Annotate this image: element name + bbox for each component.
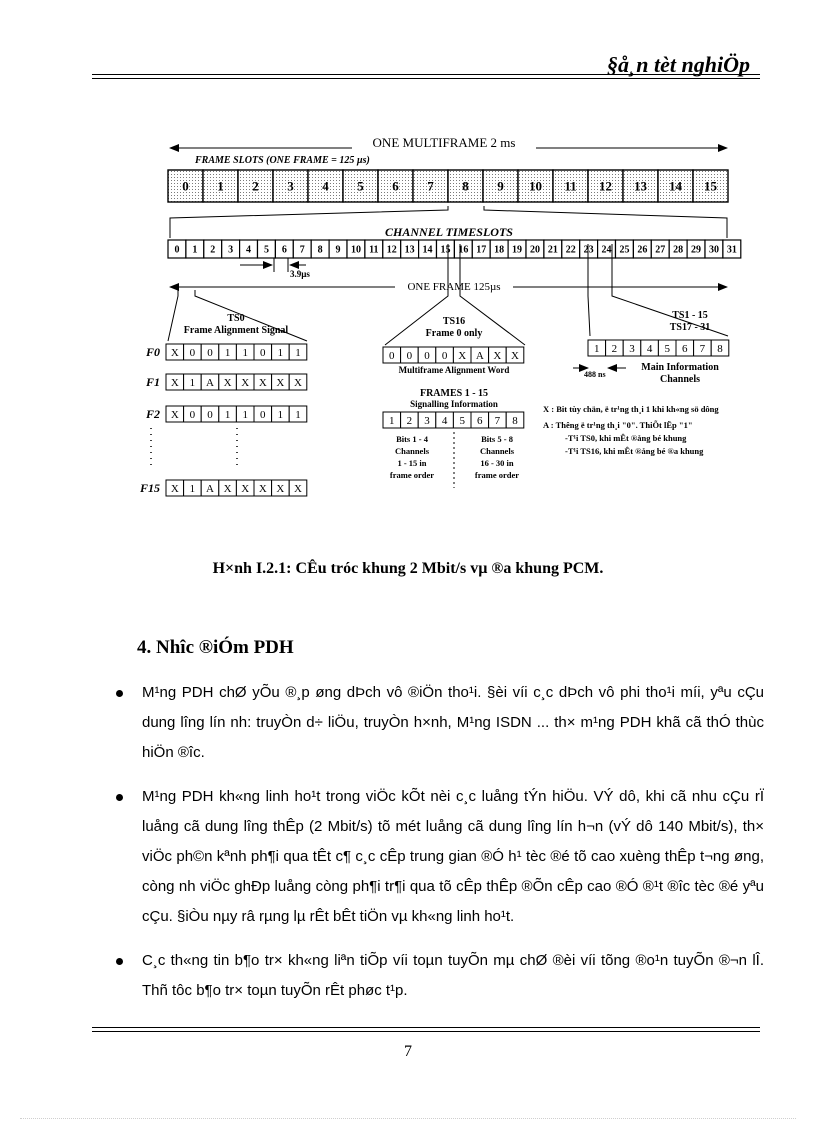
svg-text:6: 6 (682, 342, 688, 355)
frame-row-label: F0 (145, 345, 160, 359)
ts0-bit-cell (272, 480, 290, 496)
svg-text:0: 0 (207, 346, 213, 359)
svg-text:X: X (294, 376, 302, 389)
svg-text:4: 4 (246, 244, 252, 256)
ts16-bit-cell (489, 347, 507, 363)
note-x: X : Bit tùy chän, ë tr¹ng th¸i 1 khi kh«ng sö dông (543, 404, 719, 414)
timeslot-cell (437, 240, 455, 258)
svg-text:10: 10 (350, 244, 361, 256)
svg-text:X: X (223, 376, 232, 389)
signalling-bit-cell (383, 412, 401, 428)
note-line: Bits 1 - 4 (396, 434, 428, 444)
frame-slot-cell (378, 170, 413, 202)
note-a: A : Thêng ë tr¹ng th¸i "0". ThiÕt lËp "1" (543, 420, 693, 430)
timeslot-cell (669, 240, 687, 258)
ts1-title: TS1 - 15 (672, 310, 708, 321)
ts0-bit-cell (166, 374, 184, 390)
timeslot-cell (454, 240, 472, 258)
ts0-bit-cell (254, 480, 272, 496)
svg-text:15: 15 (440, 244, 451, 256)
svg-text:8: 8 (717, 342, 723, 355)
drawback-list (116, 678, 764, 1020)
svg-text:4: 4 (322, 178, 329, 194)
bullet-icon (116, 958, 123, 965)
slot-duration-label: 3.9µs (290, 269, 310, 279)
timeslot-cell (633, 240, 651, 258)
figure-caption: H×nh I.2.1: CÊu tróc khung 2 Mbit/s vµ ®a khung PCM. (212, 560, 604, 577)
frame-slot-cell (413, 170, 448, 202)
timeslot-cell (705, 240, 723, 258)
svg-text:29: 29 (691, 244, 702, 256)
signalling-bit-cell (489, 412, 507, 428)
timeslot-cell (472, 240, 490, 258)
frame-slot-cell (658, 170, 693, 202)
svg-text:A: A (206, 482, 214, 495)
signalling-bit-cell (436, 412, 454, 428)
svg-text:27: 27 (655, 244, 666, 256)
ts0-bit-cell (236, 480, 254, 496)
frame-slots-row (168, 170, 728, 202)
svg-text:A: A (206, 376, 214, 389)
ts0-bit-cell (254, 374, 272, 390)
ts16-subtitle: Frame 0 only (425, 328, 483, 339)
list-item (116, 678, 764, 768)
svg-text:X: X (170, 482, 179, 495)
ts1-bit-cell (641, 340, 659, 356)
list-item-text: M¹ng PDH kh«ng linh ho¹t trong viÖc kÕt nèi c¸c luång tÝn hiÖu. VÝ dô, khi cã nhu cÇu rÏ luång cã dung lîng thÊp (2 Mbit/s) tõ mét luång cã dung lîng lín h¬n (vÝ dô 140 Mbit/s), th× viÖc ph©n kªnh ph¶i qua tÊt c¶ c¸c cÊp trung gian ®Ó h¹ tèc ®é tõ cao xuèng thÊp t¬ng øng, còng nh viÖc ghÐp luång còng ph¶i tr¶i qua tõ cÊp thÊp ®Õn cÊp cao ®Ó ®¹t ®îc tèc ®é yªu cÇu. §iÒu nµy râ rµng lµ rÊt bÊt tiÖn vµ kh«ng linh ho¹t. (142, 788, 764, 925)
ts16-left-note (390, 434, 434, 480)
svg-text:X: X (241, 376, 250, 389)
timeslot-cell (186, 240, 204, 258)
svg-text:14: 14 (422, 244, 433, 256)
svg-text:X: X (511, 349, 519, 362)
ts0-bit-cell (201, 480, 219, 496)
svg-text:4: 4 (646, 342, 653, 355)
frame-slot-cell (448, 170, 483, 202)
svg-text:1: 1 (189, 482, 196, 495)
ts1-bit-cell (588, 340, 606, 356)
bullet-icon (116, 794, 123, 801)
timeslot-cell (526, 240, 544, 258)
ts0-bit-cell (272, 374, 290, 390)
svg-text:0: 0 (424, 349, 430, 362)
svg-text:0: 0 (406, 349, 413, 362)
pcm-frame-structure-figure (0, 0, 816, 520)
timeslot-cell (419, 240, 437, 258)
svg-text:13: 13 (404, 244, 415, 256)
frame-slot-cell (483, 170, 518, 202)
ts16-bit-cell (383, 347, 401, 363)
timeslot-cell (687, 240, 705, 258)
svg-text:4: 4 (441, 414, 448, 427)
svg-text:5: 5 (357, 178, 364, 194)
frame-slot-cell (588, 170, 623, 202)
ts0-bit-cell (184, 406, 202, 422)
note-line: Bits 5 - 8 (481, 434, 513, 444)
svg-text:X: X (170, 376, 179, 389)
document-header-title: §å¸n tèt nghiÖp (606, 52, 750, 77)
figure-canvas (0, 0, 816, 520)
svg-text:13: 13 (634, 178, 647, 194)
svg-text:1: 1 (295, 408, 301, 421)
svg-text:7: 7 (494, 414, 501, 427)
page-number: 7 (404, 1043, 412, 1060)
svg-text:0: 0 (174, 244, 180, 256)
list-item (116, 946, 764, 1006)
frame-slot-cell (168, 170, 203, 202)
timeslot-cell (240, 240, 258, 258)
svg-text:2: 2 (406, 414, 413, 427)
ts0-bit-cell (184, 344, 202, 360)
ts1-bit-cell (623, 340, 641, 356)
svg-text:26: 26 (637, 244, 648, 256)
page-edge (20, 1118, 796, 1119)
svg-text:6: 6 (281, 244, 287, 256)
timeslot-cell (347, 240, 365, 258)
multiframe-label: ONE MULTIFRAME 2 ms (372, 135, 516, 150)
svg-text:3: 3 (228, 244, 234, 256)
ts0-title: TS0 (227, 313, 245, 324)
note-line: frame order (389, 470, 435, 480)
svg-text:21: 21 (547, 244, 558, 256)
ts16-bit-cell (506, 347, 524, 363)
svg-text:8: 8 (317, 244, 323, 256)
ts0-bit-cell (166, 344, 184, 360)
frame-slot-cell (273, 170, 308, 202)
timeslot-cell (275, 240, 293, 258)
ts0-bit-cell (201, 344, 219, 360)
ts16-bit-cell (436, 347, 454, 363)
timeslot-cell (383, 240, 401, 258)
svg-text:1: 1 (389, 414, 395, 427)
svg-text:8: 8 (512, 414, 518, 427)
svg-text:A: A (475, 349, 484, 362)
timeslot-cell (168, 240, 186, 258)
svg-text:8: 8 (462, 178, 469, 194)
timeslot-cell (723, 240, 741, 258)
ts1-bit-cell (676, 340, 694, 356)
ts0-bit-cell (219, 406, 237, 422)
ts0-bit-cell (254, 344, 272, 360)
svg-text:0: 0 (260, 346, 266, 359)
svg-text:2: 2 (611, 342, 618, 355)
frame-slot-cell (623, 170, 658, 202)
ts0-bit-cell (272, 406, 290, 422)
signalling-bit-cell (418, 412, 436, 428)
frame-slots-label: FRAME SLOTS (ONE FRAME = 125 µs) (195, 155, 370, 166)
note-a-ts16: -T¹i TS16, khi mÊt ®ång bé ®a khung (565, 446, 704, 456)
timeslot-cell (258, 240, 276, 258)
signalling-bit-cell (471, 412, 489, 428)
ts16-alignment-bits (383, 347, 524, 363)
signalling-bit-cell (401, 412, 419, 428)
ts16-frames-label: FRAMES 1 - 15 (419, 388, 489, 399)
bit-duration-label: 488 ns (584, 370, 606, 379)
svg-text:6: 6 (392, 178, 399, 194)
svg-text:16: 16 (458, 244, 469, 256)
list-item (116, 782, 764, 932)
ts0-bit-cell (219, 480, 237, 496)
svg-text:5: 5 (664, 342, 670, 355)
ts0-bit-cell (289, 374, 307, 390)
ts0-bit-cell (236, 344, 254, 360)
ts0-bit-cell (166, 480, 184, 496)
svg-text:X: X (170, 408, 179, 421)
section-heading: 4. Nhîc ®iÓm PDH (137, 637, 294, 658)
timeslot-cell (508, 240, 526, 258)
svg-text:1: 1 (217, 178, 224, 194)
svg-text:7: 7 (699, 342, 706, 355)
svg-text:9: 9 (335, 244, 341, 256)
svg-text:1: 1 (594, 342, 600, 355)
ts0-bit-cell (184, 480, 202, 496)
svg-text:X: X (276, 376, 285, 389)
ts1-bit-cell (711, 340, 729, 356)
note-line: Channels (394, 446, 430, 456)
frame-slot-cell (308, 170, 343, 202)
signalling-bit-cell (453, 412, 471, 428)
svg-text:0: 0 (189, 408, 196, 421)
note-line: Channels (479, 446, 515, 456)
svg-text:0: 0 (207, 408, 213, 421)
svg-text:1: 1 (277, 346, 284, 359)
ts0-bit-cell (254, 406, 272, 422)
ts0-bit-cell (201, 406, 219, 422)
svg-text:2: 2 (210, 244, 216, 256)
ts0-bit-cell (201, 374, 219, 390)
frame-row-label: F15 (139, 481, 160, 495)
ts0-bit-cell (289, 480, 307, 496)
ts16-signalling-label: Signalling Information (410, 399, 498, 409)
svg-text:0: 0 (182, 178, 189, 194)
ts16-bit-cell (401, 347, 419, 363)
svg-text:11: 11 (369, 244, 379, 256)
timeslot-cell (580, 240, 598, 258)
svg-text:1: 1 (295, 346, 301, 359)
svg-text:23: 23 (583, 244, 594, 256)
ts16-signalling-bits (383, 412, 524, 428)
frame-row-label: F2 (145, 407, 160, 421)
frame-expansion-right (484, 206, 727, 238)
svg-text:1: 1 (189, 376, 196, 389)
frame-slot-cell (203, 170, 238, 202)
ts16-bit-cell (418, 347, 436, 363)
timeslot-cell (651, 240, 669, 258)
svg-text:19: 19 (512, 244, 523, 256)
svg-text:22: 22 (565, 244, 576, 256)
timeslot-cell (401, 240, 419, 258)
frame-slot-cell (693, 170, 728, 202)
ts0-bit-cell (272, 344, 290, 360)
svg-text:X: X (294, 482, 302, 495)
ts16-bit-cell (453, 347, 471, 363)
svg-text:3: 3 (287, 178, 294, 194)
svg-text:0: 0 (189, 346, 196, 359)
ts0-bit-cell (166, 406, 184, 422)
svg-text:X: X (276, 482, 285, 495)
svg-text:X: X (258, 376, 267, 389)
ts0-frame-rows (139, 344, 307, 496)
svg-text:X: X (241, 482, 250, 495)
svg-text:24: 24 (601, 244, 612, 256)
svg-text:31: 31 (726, 244, 737, 256)
main-information-label: Main Information (641, 362, 719, 373)
svg-text:X: X (258, 482, 267, 495)
ts16-word-label: Multiframe Alignment Word (398, 365, 510, 375)
frame-slot-cell (518, 170, 553, 202)
svg-text:0: 0 (441, 349, 448, 362)
ts0-bit-cell (184, 374, 202, 390)
one-frame-label: ONE FRAME 125µs (407, 281, 501, 293)
ts0-subtitle: Frame Alignment Signal (183, 325, 289, 336)
svg-text:X: X (170, 346, 179, 359)
ts0-bit-cell (289, 406, 307, 422)
svg-text:20: 20 (529, 244, 540, 256)
timeslot-cell (222, 240, 240, 258)
list-item-text: M¹ng PDH chØ yÕu ®¸p øng dÞch vô ®iÖn tho¹i. §èi víi c¸c dÞch vô phi tho¹i míi, yªu cÇu dung lîng lín nh: truyÒn d÷ liÖu, truyÒn h×nh, M¹ng ISDN ... th× m¹ng PDH khã cã thÓ thùc hiÖn ®îc. (142, 684, 764, 761)
svg-text:11: 11 (564, 178, 577, 194)
ts0-bit-cell (236, 374, 254, 390)
frame-slot-cell (238, 170, 273, 202)
ts0-fan-left (168, 290, 178, 341)
timeslot-cell (293, 240, 311, 258)
svg-text:15: 15 (704, 178, 717, 194)
ts1-bit-cell (606, 340, 624, 356)
timeslot-cell (490, 240, 508, 258)
svg-text:5: 5 (459, 414, 465, 427)
ts1-subtitle: TS17 - 31 (669, 322, 711, 333)
svg-text:0: 0 (260, 408, 266, 421)
note-line: 1 - 15 in (397, 458, 427, 468)
svg-text:28: 28 (673, 244, 684, 256)
ts0-vertical-dots (151, 428, 237, 468)
ts0-bit-cell (289, 344, 307, 360)
svg-text:1: 1 (224, 346, 231, 359)
svg-text:X: X (458, 349, 467, 362)
svg-text:3: 3 (424, 414, 430, 427)
svg-text:17: 17 (476, 244, 487, 256)
svg-text:1: 1 (192, 244, 198, 256)
ts16-right-note (475, 434, 519, 480)
svg-text:1: 1 (242, 408, 248, 421)
svg-text:1: 1 (224, 408, 231, 421)
svg-text:X: X (223, 482, 232, 495)
signalling-bit-cell (506, 412, 524, 428)
timeslot-cell (204, 240, 222, 258)
svg-text:3: 3 (629, 342, 635, 355)
svg-text:12: 12 (386, 244, 397, 256)
frame-slot-cell (553, 170, 588, 202)
svg-text:7: 7 (427, 178, 434, 194)
svg-text:0: 0 (389, 349, 395, 362)
bullet-icon (116, 690, 123, 697)
svg-text:7: 7 (299, 244, 305, 256)
timeslot-cell (616, 240, 634, 258)
ts1-information-bits (588, 340, 729, 356)
note-a-ts0: -T¹i TS0, khi mÊt ®ång bé khung (565, 433, 687, 443)
svg-text:1: 1 (242, 346, 248, 359)
list-item-text: C¸c th«ng tin b¶o tr× kh«ng liªn tiÕp víi toµn tuyÕn mµ chØ ®èi víi tõng ®o¹n tuyÕn ®¬n lÎ. Thñ tôc b¶o tr× toµn tuyÕn rÊt phøc t¹p. (142, 952, 764, 999)
timeslot-cell (365, 240, 383, 258)
svg-text:25: 25 (619, 244, 630, 256)
frame-slot-cell (343, 170, 378, 202)
ts16-bit-cell (471, 347, 489, 363)
ts0-bit-cell (219, 344, 237, 360)
timeslot-cell (311, 240, 329, 258)
footer-rule-thin (92, 1031, 760, 1032)
svg-text:12: 12 (599, 178, 612, 194)
svg-text:9: 9 (497, 178, 504, 194)
timeslot-cell (329, 240, 347, 258)
note-line: frame order (474, 470, 520, 480)
svg-text:18: 18 (494, 244, 505, 256)
ts16-title: TS16 (442, 316, 466, 327)
svg-text:30: 30 (708, 244, 719, 256)
svg-text:5: 5 (263, 244, 269, 256)
timeslot-cell (544, 240, 562, 258)
footer-rule (92, 1027, 760, 1028)
timeslot-cell (598, 240, 616, 258)
svg-text:10: 10 (529, 178, 542, 194)
channels-label: Channels (659, 374, 701, 385)
timeslot-cell (562, 240, 580, 258)
svg-text:6: 6 (477, 414, 483, 427)
svg-text:X: X (493, 349, 502, 362)
ts0-bit-cell (236, 406, 254, 422)
ts0-bit-cell (219, 374, 237, 390)
frame-row-label: F1 (145, 375, 160, 389)
ts1-bit-cell (658, 340, 676, 356)
ts1-bit-cell (694, 340, 712, 356)
svg-text:1: 1 (277, 408, 284, 421)
svg-text:14: 14 (669, 178, 682, 194)
channel-timeslots-row (168, 240, 741, 258)
channel-timeslots-label: CHANNEL TIMESLOTS (385, 225, 513, 239)
note-line: 16 - 30 in (480, 458, 514, 468)
svg-text:2: 2 (252, 178, 259, 194)
